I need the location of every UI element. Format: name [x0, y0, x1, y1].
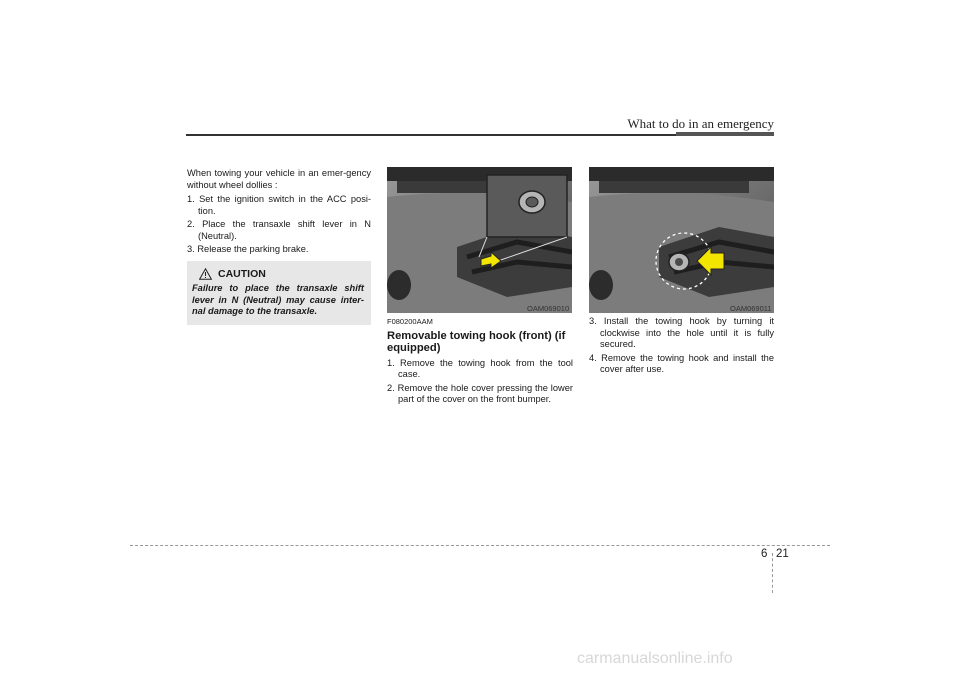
caution-box	[187, 261, 371, 325]
towing-steps-list	[187, 194, 371, 256]
step-item: 1. Set the ignition switch in the ACC posi-tion.	[187, 194, 371, 216]
caution-title: CAUTION	[218, 268, 266, 280]
section-code: F080200AAM	[387, 317, 433, 326]
figure-2-code: OAM069011	[730, 304, 772, 313]
warning-triangle-icon	[199, 268, 212, 280]
column-2	[387, 316, 573, 408]
step-item: 3. Install the towing hook by turning it clockwise into the hole until it is fully secured.	[589, 316, 774, 349]
chapter-number: 6	[761, 548, 768, 560]
bumper-illustration-1	[387, 167, 572, 313]
header-accent-bar	[676, 132, 774, 136]
footer-divider	[772, 553, 773, 593]
figure-towing-hook-install	[589, 167, 774, 313]
figure-1-code: OAM069010	[527, 304, 570, 313]
hook-steps-list	[387, 358, 573, 406]
step-item: 2. Place the transaxle shift lever in N (Neutral).	[187, 219, 371, 241]
step-item: 1. Remove the towing hook from the tool case.	[387, 357, 573, 379]
caution-header	[199, 268, 266, 280]
caution-text: Failure to place the transaxle shift lever in N (Neutral) may cause inter-nal damage to the transaxle.	[192, 283, 364, 316]
watermark-text: carmanualsonline.info	[577, 650, 733, 667]
column-1	[187, 168, 371, 258]
section-title: Removable towing hook (front) (if equipped)	[387, 329, 566, 354]
footer-dashed-rule	[130, 545, 830, 546]
bumper-illustration-2	[589, 167, 774, 313]
install-steps-list	[589, 316, 774, 376]
step-item: 4. Remove the towing hook and install the cover after use.	[589, 352, 774, 374]
intro-text: When towing your vehicle in an emer-gency without wheel dollies :	[187, 168, 371, 190]
step-item: 2. Remove the hole cover pressing the lower part of the cover on the front bumper.	[387, 382, 573, 404]
column-3	[589, 316, 774, 378]
step-item: 3. Release the parking brake.	[187, 244, 309, 254]
page-number: 21	[776, 548, 789, 560]
page-header-title: What to do in an emergency	[627, 116, 774, 131]
figure-towing-hook-cover	[387, 167, 572, 313]
